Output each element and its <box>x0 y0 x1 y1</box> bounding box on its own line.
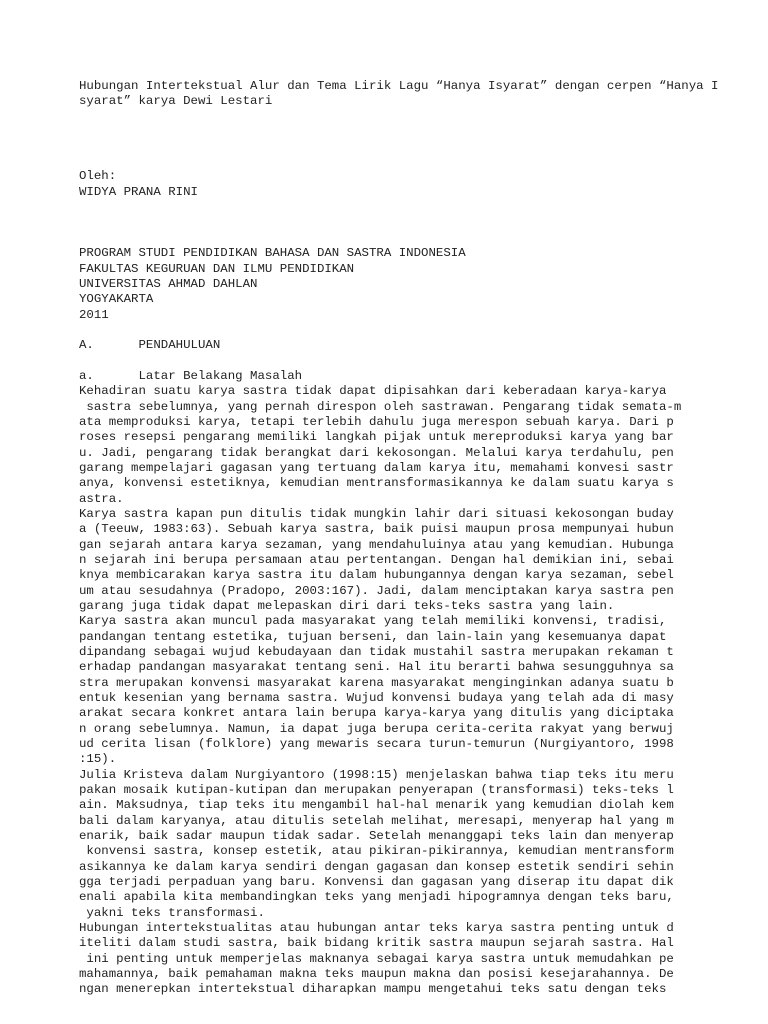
body-text-line: enali apabila kita membandingkan teks yang menjadi hipogramnya dengan teks baru, <box>79 890 674 904</box>
body-text-line: garang juga tidak dapat melepaskan diri dari teks-teks sastra yang lain. <box>79 599 615 613</box>
body-text-line: ata memproduksi karya, tetapi terlebih dahulu juga merespon sebuah karya. Dari p <box>79 415 674 429</box>
body-text-line: stra merupakan konvensi masyarakat karena masyarakat menginginkan adanya suatu b <box>79 676 674 690</box>
body-text-line: um atau sesudahnya (Pradopo, 2003:167). Jadi, dalam menciptakan karya sastra pen <box>79 584 674 598</box>
body-text-line: anya, konvensi estetiknya, kemudian mentransformasikannya ke dalam suatu karya s <box>79 476 674 490</box>
body-text-line: pandangan tentang estetika, tujuan berseni, dan lain-lain yang kesemuanya dapat <box>79 630 667 644</box>
body-text-line: gan sejarah antara karya sezaman, yang mendahuluinya atau yang kemudian. Hubunga <box>79 538 674 552</box>
body-text-line: konvensi sastra, konsep estetik, atau pikiran-pikirannya, kemudian mentransform <box>79 844 674 858</box>
body-text-line: Karya sastra kapan pun ditulis tidak mungkin lahir dari situasi kekosongan buday <box>79 507 674 521</box>
institution-line: YOGYAKARTA <box>79 292 154 306</box>
body-text-line: entuk kesenian yang bernama sastra. Wujud konvensi budaya yang telah ada di masy <box>79 691 674 705</box>
section-heading: A. PENDAHULUAN <box>79 338 221 352</box>
body-text-line: u. Jadi, pengarang tidak berangkat dari kekosongan. Melalui karya terdahulu, pen <box>79 446 674 460</box>
body-text-line: :15). <box>79 752 117 766</box>
institution-line: UNIVERSITAS AHMAD DAHLAN <box>79 277 258 291</box>
body-text-line: garang mempelajari gagasan yang tertuang dalam karya itu, memahami konvesi sastr <box>79 461 674 475</box>
subsection-heading: a. Latar Belakang Masalah <box>79 369 303 383</box>
body-text-line: n orang sebelumnya. Namun, ia dapat juga berupa cerita-cerita rakyat yang berwuj <box>79 722 674 736</box>
document-title-line: syarat” karya Dewi Lestari <box>79 94 273 108</box>
body-text-line: iteliti dalam studi sastra, baik bidang kritik sastra maupun sejarah sastra. Hal <box>79 936 674 950</box>
document-title-line: Hubungan Intertekstual Alur dan Tema Lirik Lagu “Hanya Isyarat” dengan cerpen “Hanya I <box>79 79 719 93</box>
body-text-line: ini penting untuk memperjelas maknanya sebagai karya sastra untuk memudahkan pe <box>79 952 674 966</box>
institution-line: 2011 <box>79 308 109 322</box>
body-text-line: astra. <box>79 492 124 506</box>
body-text-line: enarik, baik sadar maupun tidak sadar. Setelah menanggapi teks lain dan menyerap <box>79 829 674 843</box>
body-text-line: knya membicarakan karya sastra itu dalam hubungannya dengan karya sezaman, sebel <box>79 568 674 582</box>
body-text-line: roses resepsi pengarang memiliki langkah pijak untuk mereproduksi karya yang bar <box>79 430 674 444</box>
body-text-line: gga terjadi perpaduan yang baru. Konvensi dan gagasan yang diserap itu dapat dik <box>79 875 674 889</box>
body-text-line: Hubungan intertekstualitas atau hubungan antar teks karya sastra penting untuk d <box>79 921 674 935</box>
body-text-line: erhadap pandangan masyarakat tentang seni. Hal itu berarti bahwa sesungguhnya sa <box>79 660 674 674</box>
body-text-line: ud cerita lisan (folklore) yang mewaris secara turun-temurun (Nurgiyantoro, 1998 <box>79 737 674 751</box>
institution-line: FAKULTAS KEGURUAN DAN ILMU PENDIDIKAN <box>79 262 355 276</box>
body-text-line: asikannya ke dalam karya sendiri dengan gagasan dan konsep estetik sendiri sehin <box>79 860 674 874</box>
body-text-line: bali dalam karyanya, atau ditulis setelah melihat, meresapi, menyerap hal yang m <box>79 814 674 828</box>
body-text-line: yakni teks transformasi. <box>79 906 265 920</box>
body-text-line: Karya sastra akan muncul pada masyarakat yang telah memiliki konvensi, tradisi, <box>79 614 667 628</box>
body-text-line: mahamannya, baik pemahaman makna teks maupun makna dan posisi kesejarahannya. De <box>79 967 674 981</box>
body-text-line: n sejarah ini berupa persamaan atau pertentangan. Dengan hal demikian ini, sebai <box>79 553 674 567</box>
body-text-line: a (Teeuw, 1983:63). Sebuah karya sastra, baik puisi maupun prosa mempunyai hubun <box>79 522 674 536</box>
body-text-line: dipandang sebagai wujud kebudayaan dan tidak mustahil sastra merupakan rekaman t <box>79 645 674 659</box>
body-text-line: pakan mosaik kutipan-kutipan dan merupakan penyerapan (transformasi) teks-teks l <box>79 783 674 797</box>
author-label: Oleh: <box>79 169 117 183</box>
body-text-line: ain. Maksudnya, tiap teks itu mengambil hal-hal menarik yang kemudian diolah kem <box>79 798 674 812</box>
body-text-line: sastra sebelumnya, yang pernah direspon oleh sastrawan. Pengarang tidak semata-m <box>79 400 682 414</box>
body-text-line: ngan menerepkan intertekstual diharapkan mampu mengetahui teks satu dengan teks <box>79 982 667 996</box>
body-text-line: Kehadiran suatu karya sastra tidak dapat dipisahkan dari keberadaan karya-karya <box>79 384 667 398</box>
body-text-line: Julia Kristeva dalam Nurgiyantoro (1998:15) menjelaskan bahwa tiap teks itu meru <box>79 768 674 782</box>
author-name: WIDYA PRANA RINI <box>79 185 198 199</box>
institution-line: PROGRAM STUDI PENDIDIKAN BAHASA DAN SASTRA INDONESIA <box>79 246 466 260</box>
body-text-line: arakat secara konkret antara lain berupa karya-karya yang ditulis yang diciptaka <box>79 706 674 720</box>
